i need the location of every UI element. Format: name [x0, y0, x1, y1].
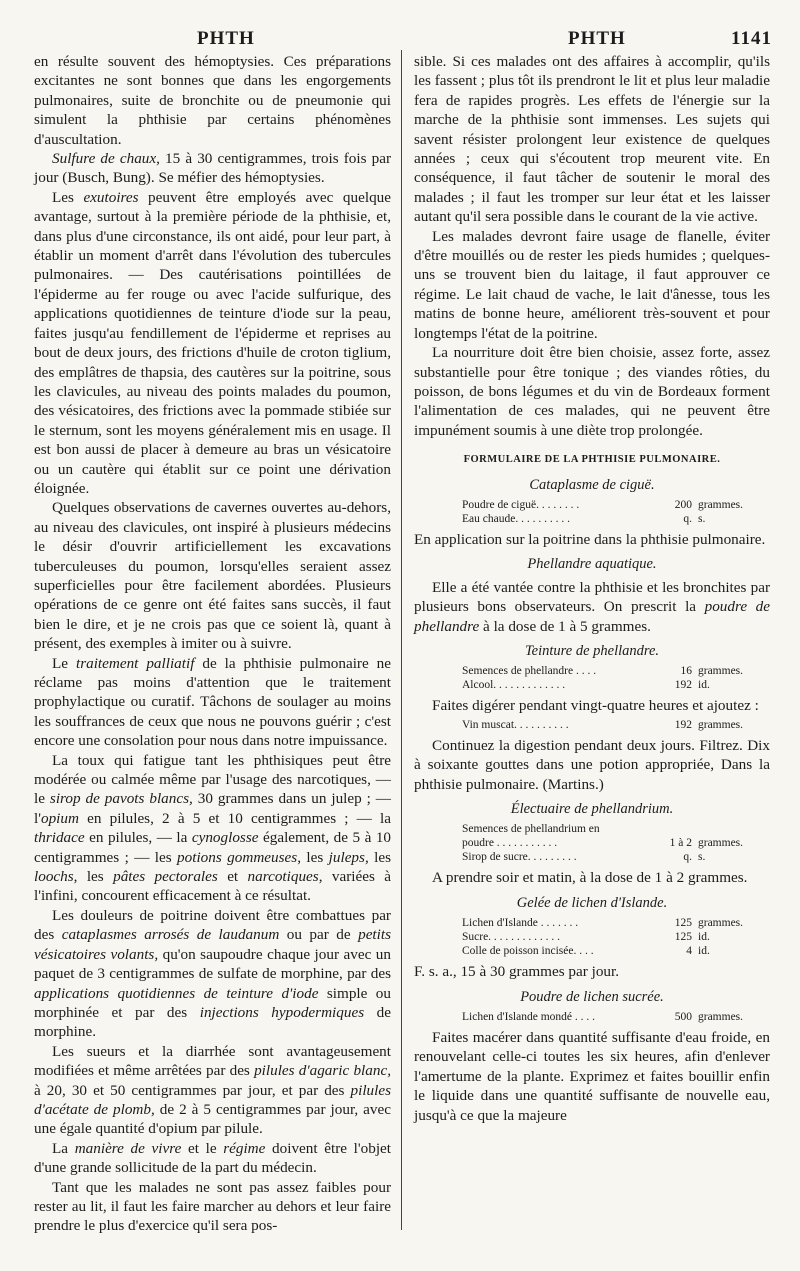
paragraph: [414, 736, 770, 794]
emphasis: poudre de phellandre: [414, 598, 770, 635]
recipe-table: [414, 498, 770, 526]
recipe-row: [414, 718, 770, 732]
text-run: peuvent être employés avec quelque avantage, surtout à la première période de la phthisie, et, dans plus d'une circonstance, ils ont aidé, pour leur part, à établir un moment d'arrêt dans l'évolution des tubercules pulmonaires. — Des cautérisations pointillées de l'épiderme au fer rouge ou avec l'acide sulfurique, des applications quotidiennes de teinture d'iode sur la peau, faites jusqu'au fendillement de l'épiderme et reprises au bout de deux jours, des frictions d'huile de croton tiglium, des emplâtres de thapsia, des cautères sur la poitrine, sous les clavicules, au niveau des points malades du poumon, des vésicatoires, des frictions avec la pommade stibiée sur le sternum, sont les moyens généralement mis en usage. Il est bon aussi de placer à demeure au bras un vésicatoire ou un cautère qui établit sur ce point une dérivation éloignée.: [34, 188, 391, 497]
text-run: et: [217, 868, 248, 886]
text-run: 30 grammes dans un julep ; — l': [34, 790, 391, 827]
emphasis: thridace: [34, 829, 85, 847]
recipe-ingredient: Colle de poisson incisée. . . .: [462, 945, 594, 958]
recipe-row: [414, 498, 770, 512]
emphasis: narcotiques: [247, 868, 319, 886]
recipe-unit: id.: [698, 679, 710, 692]
text-run: de 2 à 5 centigrammes par jour, avec une égale quantité d'opium par pilule.: [34, 1100, 392, 1138]
recipe-unit: grammes.: [698, 837, 744, 850]
emphasis: juleps: [328, 848, 365, 866]
recipe-ingredient: Alcool. . . . . . . . . . . . .: [462, 679, 566, 692]
recipe-title: Gelée de lichen d'Islande.: [516, 894, 668, 911]
text-run: 15 à 30 centigrammes, trois fois par jour (Busch, Bung). Se méfier des hémoptysies.: [34, 150, 391, 187]
emphasis: loochs: [34, 868, 74, 886]
recipe-unit: grammes.: [698, 1011, 744, 1024]
recipe-quantity: 500: [674, 1011, 692, 1024]
recipe-ingredient: Eau chaude. . . . . . . . . .: [462, 512, 570, 525]
emphasis: régime: [223, 1139, 266, 1157]
emphasis: cataplasmes arrosés de laudanum: [61, 926, 280, 944]
recipe-row: [414, 930, 770, 944]
recipe-row: [414, 822, 770, 836]
recipe-unit: grammes.: [698, 718, 744, 731]
text-run: à 20, 30 et 50 centigrammes par jour, et par des: [34, 1081, 351, 1099]
emphasis: petits vésicatoires volants,: [34, 926, 391, 963]
text-run: qu'on saupoudre chaque jour avec un paquet de 3 centigrammes de sulfate de morphine, par des: [34, 945, 391, 983]
text-run: , les: [364, 848, 391, 866]
emphasis: manière de vivre: [74, 1139, 182, 1157]
text-run: Elle a été vantée contre la phthisie et les bronchites par plusieurs bons observateurs. On prescrit la: [414, 578, 770, 616]
right-running-title: PHTH: [568, 28, 626, 49]
emphasis: traitement palliatif: [75, 654, 195, 672]
recipe-unit: s.: [698, 851, 706, 864]
paragraph: Tant que les malades ne sont pas assez faibles pour rester au lit, il faut les faire marcher au dehors et leur faire prendre le plus d'exercice qu'il sera pos-: [34, 1178, 391, 1235]
right-column: [414, 52, 770, 1125]
text-run: La toux qui fatigue tant les phthisiques peut être modérée ou calmée même par l'usage des narcotiques, — le: [34, 751, 391, 808]
recipe-quantity: 16: [680, 665, 692, 678]
paragraph: [414, 578, 770, 636]
left-column: [34, 52, 391, 1236]
text-run: également, de 5 à 10 centigrammes ; — les: [34, 829, 392, 866]
recipe-ingredient: poudre . . . . . . . . . . .: [462, 837, 558, 850]
text-run: Continuez la digestion pendant deux jours. Filtrez. Dix à soixante gouttes dans une potion appropriée, Dans la phthisie pulmonaire.: [414, 736, 770, 793]
paragraph: La nourriture doit être bien choisie, assez forte, assez substantielle pour être tonique ; des viandes rôties, du poisson, de bons légumes et du vin de Bordeaux forment l'alimentation de ces malades, qui ne peuvent être impunément soumis à une diète trop prolongée.: [414, 344, 770, 439]
paragraph: F. s. a., 15 à 30 grammes par jour.: [414, 963, 620, 981]
paragraph: En application sur la poitrine dans la phthisie pulmonaire.: [414, 530, 766, 548]
paragraph: [34, 751, 391, 906]
text-run: en pilules, 2 à 5 et 10 centigrammes ; — la: [78, 809, 391, 827]
paragraph: Faites macérer dans quantité suffisante d'eau froide, en renouvelant celle-ci toutes les six heures, afin d'enlever l'amertume de la plante. Exprimez et faites bouillir enfin le liquide dans une quantité suffisante de nouvelle eau, jusqu'à ce que la majeure: [414, 1029, 770, 1124]
recipe-row: [414, 836, 770, 850]
text-run: Les douleurs de poitrine doivent être combattues par des: [34, 906, 391, 944]
text-run: à la dose de 1 à 5 grammes.: [479, 617, 651, 635]
recipe-row: [414, 512, 770, 526]
paragraph: A prendre soir et matin, à la dose de 1 à 2 grammes.: [432, 869, 748, 887]
recipe-row: [414, 944, 770, 958]
recipe-row: [414, 916, 770, 930]
text-run: , variées à l'infini, concourent efficacement à ce résultat.: [34, 868, 392, 905]
paragraph: [34, 149, 391, 188]
text-run: de morphine.: [34, 1003, 391, 1041]
emphasis: sirop de pavots blancs,: [49, 790, 193, 808]
paragraph: sible. Si ces malades ont des affaires à accomplir, qu'ils les fassent ; plus tôt ils prendront le lit et plus leur maladie fera de rapides progrès. Les effets de l'énergie sur la marche de la phthisie sont immenses. Les sujets qui savent résister prolongent leur existence de quelques années ; ceux qui s'écoutent trop meurent vite. En conséquence, il faut tâcher de soutenir le moral des malades ; il faut les tromper sur leur état et les laisser autant qu'il sera possible dans le courant de la vie active.: [414, 53, 770, 226]
recipe-quantity: 125: [674, 931, 692, 944]
paragraph: Les malades devront faire usage de flanelle, éviter d'être mouillés ou de rester les pieds humides ; quelques-uns se trouvent bien du laitage, il faut approuver ce régime. Le lait chaud de vache, le lait d'ânesse, tous les matins de bonne heure, améliorent très-souvent et pour longtemps l'état de la poitrine.: [414, 227, 770, 342]
recipe-title: Teinture de phellandre.: [524, 642, 660, 659]
paragraph: [34, 1139, 391, 1178]
recipe-quantity: 192: [674, 679, 692, 692]
recipe-unit: grammes.: [698, 498, 744, 511]
paragraph: Quelques observations de cavernes ouvertes au-dehors, au niveau des clavicules, ont inspiré à plusieurs médecins le désir d'ouvrir artificiellement les excavations tuberculeuses du poumon, lorsqu'elles seraient assez superficielles pour être facilement abordées. Plusieurs opérations de ce genre ont été faites sans succès, il faut bien le dire, et je ne crois pas que ce soient là, quant à présent, des exemples à imiter ou à suivre.: [34, 499, 391, 653]
recipe-title: Électuaire de phellandrium.: [510, 801, 674, 817]
attribution: (Martins.): [542, 775, 604, 793]
emphasis: pilules d'agaric blanc,: [254, 1062, 392, 1080]
recipe-table: [414, 916, 770, 958]
recipe-table: [414, 664, 770, 692]
recipe-table: [414, 1010, 770, 1024]
recipe-quantity: q.: [683, 851, 692, 864]
text-run: simple ou morphinée et par des: [34, 984, 391, 1021]
text-run: et le: [181, 1139, 224, 1157]
text-run: , les: [73, 868, 114, 886]
recipe-ingredient: Sucre. . . . . . . . . . . . .: [462, 931, 561, 944]
recipe-title: Cataplasme de ciguë.: [529, 476, 655, 493]
emphasis: potions gommeuses: [177, 848, 298, 866]
column-divider: [401, 50, 402, 1230]
emphasis: pâtes pectorales: [113, 868, 218, 886]
emphasis: exutoires: [83, 188, 139, 206]
emphasis: pilules d'acétate de plomb,: [34, 1081, 391, 1118]
emphasis: applications quotidiennes de teinture d'iode: [34, 984, 319, 1002]
paragraph: en résulte souvent des hémoptysies. Ces préparations excitantes ne sont bonnes que dans les engorgements pulmonaires, suite de bronchite ou de pneumonie qui simulent la phthisie par certains phénomènes d'auscultation.: [34, 53, 391, 148]
recipe-title: Poudre de lichen sucrée.: [520, 988, 664, 1005]
left-running-title: PHTH: [197, 28, 255, 49]
recipe-unit: id.: [698, 931, 710, 944]
emphasis: cynoglosse: [191, 829, 259, 847]
paragraph: [34, 906, 391, 1042]
emphasis: opium: [40, 809, 79, 827]
recipe-row: [414, 664, 770, 678]
recipe-unit: id.: [698, 945, 710, 958]
recipe-ingredient: Vin muscat. . . . . . . . . .: [462, 718, 569, 731]
text-run: en pilules, — la: [84, 829, 192, 847]
text-run: Le: [52, 654, 76, 672]
paragraph: Faites digérer pendant vingt-quatre heures et ajoutez :: [432, 697, 759, 715]
recipe-quantity: 125: [674, 917, 692, 930]
recipe-title: Phellandre aquatique.: [527, 556, 657, 573]
paragraph: [34, 1042, 391, 1139]
paragraph: [34, 654, 391, 751]
recipe-unit: grammes.: [698, 917, 744, 930]
recipe-unit: grammes.: [698, 665, 744, 678]
formulary-heading: FORMULAIRE DE LA PHTHISIE PULMONAIRE.: [463, 454, 721, 466]
recipe-ingredient: Semences de phellandre . . . .: [462, 665, 597, 678]
recipe-quantity: [654, 822, 692, 836]
text-run: La: [52, 1139, 75, 1157]
paragraph: [34, 188, 391, 499]
text-run: ou par de: [279, 926, 359, 944]
running-header: [0, 0, 800, 52]
emphasis: Sulfure de chaux,: [52, 150, 160, 168]
text-run: Les sueurs et la diarrhée sont avantageusement modifiées et même arrêtées par des: [34, 1042, 391, 1080]
recipe-ingredient: Poudre de ciguë. . . . . . . .: [462, 498, 580, 511]
recipe-ingredient: Lichen d'Islande . . . . . . .: [462, 917, 579, 930]
recipe-ingredient: Semences de phellandrium en: [462, 823, 600, 836]
recipe-quantity: 1 à 2: [669, 837, 692, 850]
recipe-unit: [692, 822, 698, 836]
text-run: , les: [297, 848, 329, 866]
recipe-table: [414, 822, 770, 864]
text-run: doivent être l'objet d'une grande sollicitude de la part du médecin.: [34, 1139, 392, 1177]
recipe-quantity: 4: [686, 945, 692, 958]
recipe-row: [414, 850, 770, 864]
recipe-ingredient: Sirop de sucre. . . . . . . . .: [462, 851, 577, 864]
recipe-quantity: 200: [674, 498, 692, 511]
recipe-table: [414, 718, 770, 732]
page-number: 1141: [731, 28, 772, 49]
emphasis: injections hypodermiques: [199, 1003, 365, 1021]
recipe-row: [414, 678, 770, 692]
recipe-quantity: q.: [683, 512, 692, 525]
recipe-ingredient: Lichen d'Islande mondé . . . .: [462, 1011, 596, 1024]
text-run: de la phthisie pulmonaire ne réclame pas moins d'attention que le traitement prophylactique ou curatif. Tâchons de soulager au moins les souffrances de ceux que nous ne pouvons guérir ; c'est encore une consolation pour nous dans notre impuissance.: [34, 654, 392, 750]
recipe-row: [414, 1010, 770, 1024]
text-run: Les: [52, 188, 84, 206]
recipe-quantity: 192: [674, 718, 692, 731]
recipe-unit: s.: [698, 512, 706, 525]
